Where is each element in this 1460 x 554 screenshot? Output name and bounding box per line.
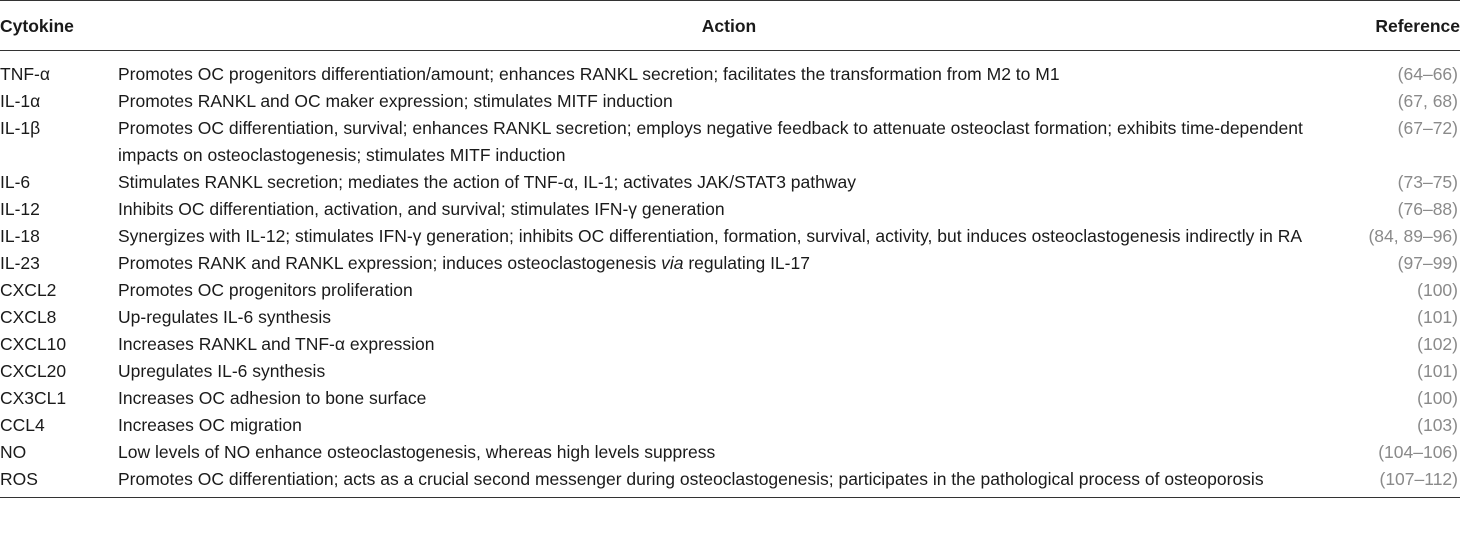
cell-cytokine: CXCL2 bbox=[0, 280, 57, 300]
table-row bbox=[0, 169, 1460, 196]
cell-cytokine: NO bbox=[0, 442, 27, 462]
cell-cytokine: ROS bbox=[0, 469, 38, 489]
cell-reference[interactable]: (101) bbox=[1417, 361, 1458, 381]
cell-reference[interactable]: (100) bbox=[1417, 388, 1458, 408]
table-row bbox=[0, 466, 1460, 498]
cell-reference[interactable]: (64–66) bbox=[1397, 64, 1458, 84]
cell-action: Increases RANKL and TNF-α expression bbox=[118, 334, 435, 354]
cell-reference[interactable]: (84, 89–96) bbox=[1368, 226, 1458, 246]
cell-cytokine: CCL4 bbox=[0, 415, 45, 435]
cell-cytokine: CXCL8 bbox=[0, 307, 57, 327]
cell-reference[interactable]: (103) bbox=[1417, 415, 1458, 435]
table-header-row bbox=[0, 1, 1460, 51]
table-row bbox=[0, 358, 1460, 385]
header-cytokine: Cytokine bbox=[0, 1, 118, 51]
cell-reference[interactable]: (101) bbox=[1417, 307, 1458, 327]
table-row bbox=[0, 277, 1460, 304]
cell-action: Promotes OC progenitors proliferation bbox=[118, 280, 413, 300]
cell-cytokine: IL-23 bbox=[0, 253, 40, 273]
action-text-pre: Promotes RANK and RANKL expression; induces osteoclastogenesis bbox=[118, 253, 662, 273]
cell-action: Upregulates IL-6 synthesis bbox=[118, 361, 326, 381]
cell-action bbox=[118, 250, 1340, 277]
cell-action: Increases OC adhesion to bone surface bbox=[118, 388, 427, 408]
cell-action: Promotes OC differentiation, survival; enhances RANKL secretion; employs negative feedback to attenuate osteoclast formation; exhibits time-dependent impacts on osteoclastogenesis; stimulates MITF induction bbox=[118, 118, 1303, 165]
cell-reference[interactable]: (76–88) bbox=[1397, 199, 1458, 219]
cell-reference[interactable]: (104–106) bbox=[1378, 442, 1458, 462]
table-row bbox=[0, 385, 1460, 412]
cell-cytokine: CXCL20 bbox=[0, 361, 67, 381]
action-text-post: regulating IL-17 bbox=[683, 253, 810, 273]
header-action: Action bbox=[118, 1, 1340, 51]
cell-action: Up-regulates IL-6 synthesis bbox=[118, 307, 332, 327]
table-row bbox=[0, 61, 1460, 88]
cell-reference[interactable]: (102) bbox=[1417, 334, 1458, 354]
cell-action: Synergizes with IL-12; stimulates IFN-γ generation; inhibits OC differentiation, formation, survival, activity, but induces osteoclastogenesis indirectly in RA bbox=[118, 226, 1303, 246]
cell-reference[interactable]: (67, 68) bbox=[1397, 91, 1458, 111]
header-reference: Reference bbox=[1340, 1, 1460, 51]
cell-reference[interactable]: (107–112) bbox=[1379, 469, 1458, 489]
cell-action: Promotes RANKL and OC maker expression; stimulates MITF induction bbox=[118, 91, 673, 111]
cell-cytokine: CXCL10 bbox=[0, 334, 67, 354]
table-row bbox=[0, 331, 1460, 358]
cell-action: Stimulates RANKL secretion; mediates the action of TNF-α, IL-1; activates JAK/STAT3 pathway bbox=[118, 172, 856, 192]
cell-action: Promotes OC progenitors differentiation/amount; enhances RANKL secretion; facilitates the transformation from M2 to M1 bbox=[118, 64, 1060, 84]
cell-cytokine: IL-1β bbox=[0, 118, 41, 138]
cell-reference[interactable]: (73–75) bbox=[1397, 172, 1458, 192]
cell-reference[interactable]: (97–99) bbox=[1397, 253, 1458, 273]
table-row bbox=[0, 115, 1460, 169]
cell-cytokine: IL-6 bbox=[0, 172, 31, 192]
table-row bbox=[0, 196, 1460, 223]
cell-cytokine: CX3CL1 bbox=[0, 388, 67, 408]
table-row bbox=[0, 304, 1460, 331]
table-row bbox=[0, 88, 1460, 115]
cell-action: Inhibits OC differentiation, activation, and survival; stimulates IFN-γ generation bbox=[118, 199, 725, 219]
cell-cytokine: IL-18 bbox=[0, 226, 40, 246]
cell-action: Promotes OC differentiation; acts as a crucial second messenger during osteoclastogenesis; participates in the pathological process of osteoporosis bbox=[118, 469, 1264, 489]
table-row bbox=[0, 250, 1460, 277]
table-row bbox=[0, 439, 1460, 466]
cell-reference[interactable]: (100) bbox=[1417, 280, 1458, 300]
cell-action: Increases OC migration bbox=[118, 415, 302, 435]
cell-reference[interactable]: (67–72) bbox=[1397, 118, 1458, 138]
cell-action: Low levels of NO enhance osteoclastogenesis, whereas high levels suppress bbox=[118, 442, 716, 462]
table-row bbox=[0, 412, 1460, 439]
cell-cytokine: IL-1α bbox=[0, 91, 41, 111]
cell-cytokine: IL-12 bbox=[0, 199, 40, 219]
cell-cytokine: TNF-α bbox=[0, 64, 50, 84]
action-text-italic: via bbox=[661, 253, 684, 273]
table-row bbox=[0, 223, 1460, 250]
